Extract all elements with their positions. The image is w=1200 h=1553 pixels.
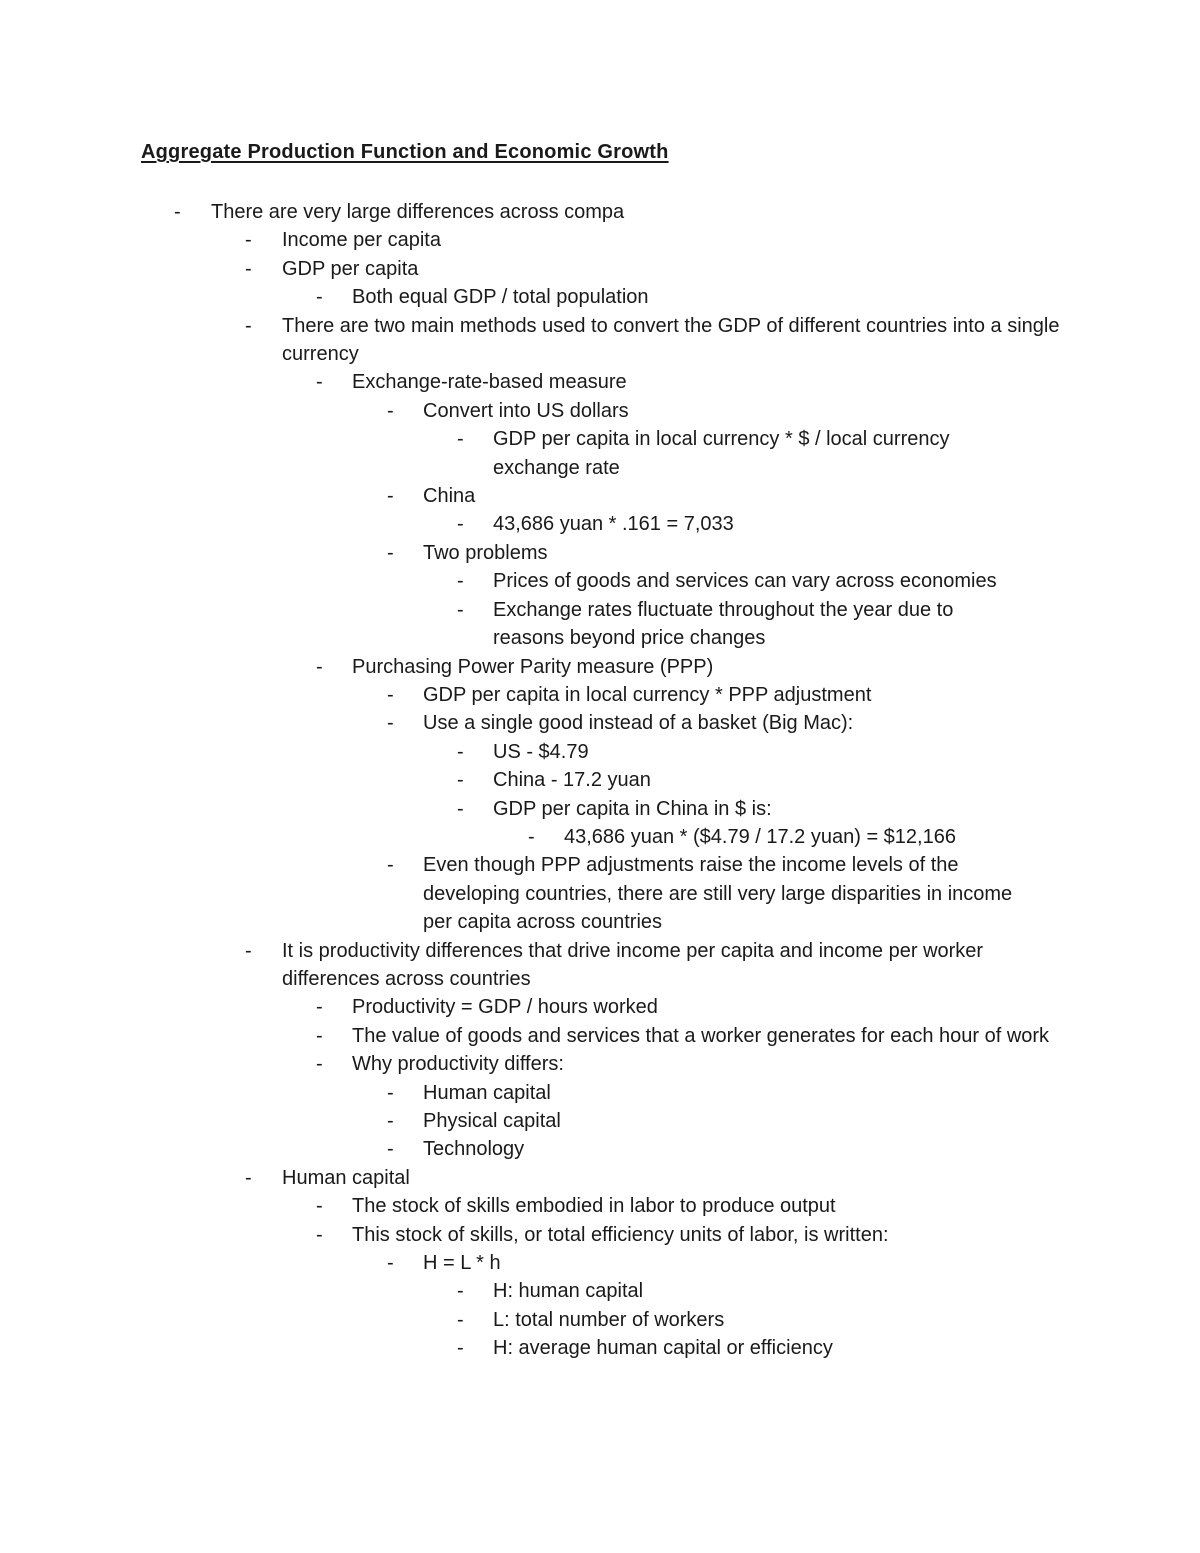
list-item-text: Purchasing Power Parity measure (PPP)	[352, 655, 714, 678]
list-item	[316, 368, 1200, 396]
list-item-text: Productivity = GDP / hours worked	[352, 996, 658, 1019]
list-item	[387, 851, 1200, 936]
bullet-dash: -	[457, 1280, 464, 1303]
bullet-dash: -	[387, 1138, 394, 1161]
list-item	[174, 198, 1200, 226]
list-item	[457, 567, 1200, 595]
list-item-text: Technology	[423, 1138, 525, 1161]
bullet-dash: -	[316, 286, 323, 309]
list-item	[528, 823, 1200, 851]
list-item	[245, 312, 1200, 369]
list-item-text: China - 17.2 yuan	[493, 769, 651, 792]
list-item-text: Exchange rates fluctuate throughout the year due to reasons beyond price changes	[493, 598, 954, 650]
list-item-text: 43,686 yuan * .161 = 7,033	[493, 513, 734, 536]
list-item-text: Income per capita	[282, 229, 441, 252]
bullet-dash: -	[457, 598, 464, 621]
list-item-text: L: total number of workers	[493, 1308, 725, 1331]
bullet-dash: -	[316, 371, 323, 394]
list-item	[316, 653, 1200, 681]
bullet-dash: -	[528, 825, 535, 848]
list-item-text: The value of goods and services that a worker generates for each hour of work	[352, 1024, 1050, 1047]
bullet-dash: -	[387, 712, 394, 735]
bullet-dash: -	[457, 769, 464, 792]
list-item	[387, 681, 1200, 709]
list-item	[387, 539, 1200, 567]
list-item-text: GDP per capita in China in $ is:	[493, 797, 772, 820]
bullet-dash: -	[245, 257, 252, 280]
bullet-dash: -	[457, 1337, 464, 1360]
list-item-text: Human capital	[282, 1166, 410, 1189]
list-item-text: Two problems	[423, 541, 548, 564]
document-title: Aggregate Production Function and Economic Growth	[141, 141, 669, 163]
list-item-text: H: average human capital or efficiency	[493, 1337, 833, 1360]
list-item	[316, 1022, 1200, 1050]
bullet-dash: -	[387, 485, 394, 508]
list-item	[457, 1306, 1200, 1334]
list-item-text: Why productivity differs:	[352, 1053, 564, 1076]
list-item-text: It is productivity differences that drive income per capita and income per worker differences across countries	[282, 939, 984, 990]
list-item-text: Both equal GDP / total population	[352, 286, 649, 309]
list-item-text: The stock of skills embodied in labor to produce output	[352, 1195, 836, 1218]
list-item-text: GDP per capita in local currency * $ / local currency exchange rate	[493, 428, 950, 479]
list-item-text: Use a single good instead of a basket (Big Mac):	[423, 712, 854, 735]
list-item-text: US - $4.79	[493, 740, 589, 763]
list-item	[316, 993, 1200, 1021]
list-item	[457, 425, 1200, 482]
list-item	[316, 1050, 1200, 1078]
list-item	[316, 283, 1200, 311]
list-item-text: 43,686 yuan * ($4.79 / 17.2 yuan) = $12,166	[564, 825, 956, 848]
list-item	[387, 482, 1200, 510]
list-item	[387, 1107, 1200, 1135]
bullet-dash: -	[245, 229, 252, 252]
list-item	[457, 1334, 1200, 1362]
bullet-dash: -	[387, 399, 394, 422]
list-item	[245, 226, 1200, 254]
list-item	[457, 1277, 1200, 1305]
list-item	[387, 1249, 1200, 1277]
list-item-text: H = L * h	[423, 1252, 501, 1275]
bullet-dash: -	[316, 1053, 323, 1076]
bullet-dash: -	[457, 428, 464, 451]
list-item	[457, 766, 1200, 794]
bullet-dash: -	[457, 1308, 464, 1331]
bullet-dash: -	[387, 1252, 394, 1275]
list-item-text: Prices of goods and services can vary across economies	[493, 570, 997, 593]
bullet-dash: -	[174, 201, 181, 223]
list-item	[245, 937, 1200, 994]
bullet-dash: -	[387, 1110, 394, 1132]
bullet-outline	[0, 198, 1200, 1363]
bullet-dash: -	[316, 996, 323, 1019]
list-item-text: Physical capital	[423, 1110, 561, 1132]
list-item-text: There are two main methods used to convert the GDP of different countries into a single currency	[282, 314, 1060, 366]
bullet-dash: -	[387, 541, 394, 564]
bullet-dash: -	[457, 513, 464, 536]
list-item-text: Human capital	[423, 1081, 551, 1104]
list-item	[245, 1164, 1200, 1192]
list-item-text: Exchange-rate-based measure	[352, 371, 627, 394]
list-item	[387, 1135, 1200, 1163]
list-item-text: China	[423, 485, 476, 508]
list-item-text: This stock of skills, or total efficiency units of labor, is written:	[352, 1223, 889, 1246]
bullet-dash: -	[316, 655, 323, 678]
list-item	[387, 397, 1200, 425]
list-item-text: Convert into US dollars	[423, 399, 629, 422]
bullet-dash: -	[316, 1223, 323, 1246]
bullet-dash: -	[457, 797, 464, 820]
bullet-dash: -	[245, 314, 252, 337]
list-item-text: Even though PPP adjustments raise the income levels of the developing countries, there are still very large disparities in income per capita across countries	[423, 854, 1013, 934]
list-item	[457, 596, 1200, 653]
bullet-dash: -	[245, 1166, 252, 1189]
list-item	[316, 1221, 1200, 1249]
bullet-dash: -	[457, 740, 464, 763]
bullet-dash: -	[316, 1195, 323, 1218]
list-item	[457, 738, 1200, 766]
bullet-dash: -	[457, 570, 464, 593]
list-item	[316, 1192, 1200, 1220]
bullet-dash: -	[387, 1081, 394, 1104]
list-item-text: There are very large differences across compa	[211, 201, 625, 223]
bullet-dash: -	[387, 683, 394, 706]
list-item	[387, 1079, 1200, 1107]
list-item-text: GDP per capita	[282, 257, 419, 280]
list-item-text: H: human capital	[493, 1280, 644, 1303]
list-item	[457, 510, 1200, 538]
bullet-dash: -	[245, 939, 252, 962]
list-item	[387, 709, 1200, 737]
list-item	[457, 795, 1200, 823]
list-item-text: GDP per capita in local currency * PPP adjustment	[423, 683, 872, 706]
bullet-dash: -	[316, 1024, 323, 1047]
bullet-dash: -	[387, 854, 394, 877]
list-item	[245, 255, 1200, 283]
